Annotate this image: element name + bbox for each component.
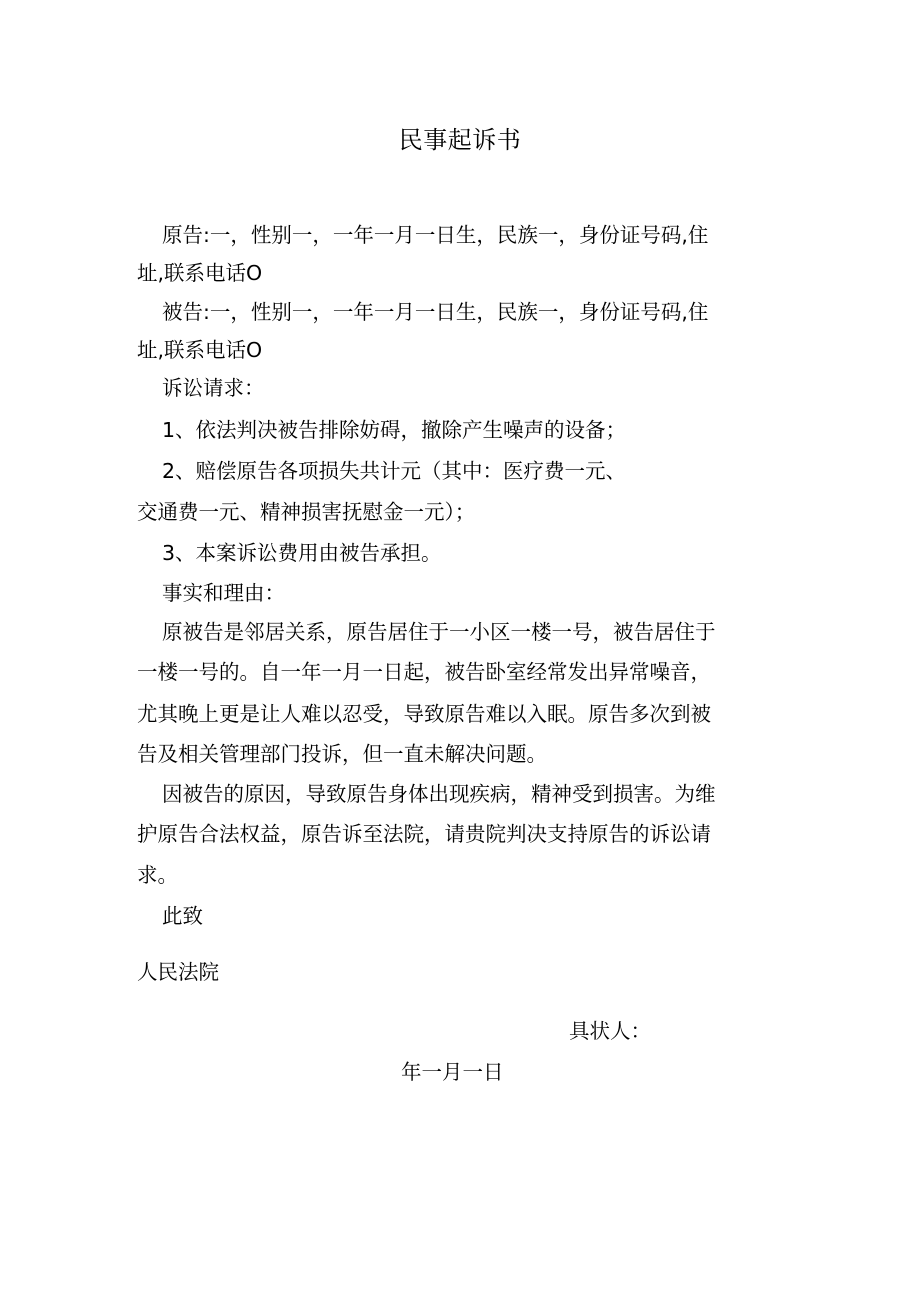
- facts-paragraph-2-line-1: 因被告的原因，导致原告身体出现疾病，精神受到损害。为维: [162, 782, 716, 806]
- claims-heading: 诉讼请求：: [162, 376, 265, 400]
- defendant-line-1: 被告:一，性别一，一年一月一日生，民族一，身份证号码,住: [162, 300, 709, 324]
- claim-item-3: 3、本案诉讼费用由被告承担。: [162, 541, 442, 565]
- facts-paragraph-1-line-3: 尤其晚上更是让人难以忍受，导致原告难以入眠。原告多次到被: [137, 702, 711, 726]
- facts-paragraph-2-line-3: 求。: [137, 863, 178, 887]
- facts-paragraph-1-line-1: 原被告是邻居关系，原告居住于一小区一楼一号，被告居住于: [162, 620, 716, 644]
- claim-item-2-line-2: 交通费一元、精神损害抚慰金一元）；: [137, 500, 476, 524]
- facts-paragraph-1-line-4: 告及相关管理部门投诉，但一直未解决问题。: [137, 742, 547, 766]
- facts-paragraph-2-line-2: 护原告合法权益，原告诉至法院，请贵院判决支持原告的诉讼请: [137, 822, 711, 846]
- salutation: 此致: [162, 904, 203, 928]
- signer-label: 具状人：: [569, 1019, 651, 1043]
- defendant-line-2: 址,联系电话O: [137, 338, 263, 362]
- plaintiff-line-1: 原告:一，性别一，一年一月一日生，民族一，身份证号码,住: [162, 223, 709, 247]
- document-title: 民事起诉书: [398, 126, 522, 154]
- facts-heading: 事实和理由：: [162, 581, 285, 605]
- claim-item-1: 1、依法判决被告排除妨碍，撤除产生噪声的设备；: [162, 418, 627, 442]
- date-line: 年一月一日: [401, 1060, 504, 1084]
- facts-paragraph-1-line-2: 一楼一号的。自一年一月一日起，被告卧室经常发出异常噪音，: [137, 660, 711, 684]
- court-name: 人民法院: [137, 960, 219, 984]
- plaintiff-line-2: 址,联系电话O: [137, 261, 263, 285]
- claim-item-2-line-1: 2、赔偿原告各项损失共计元（其中：医疗费一元、: [162, 459, 627, 483]
